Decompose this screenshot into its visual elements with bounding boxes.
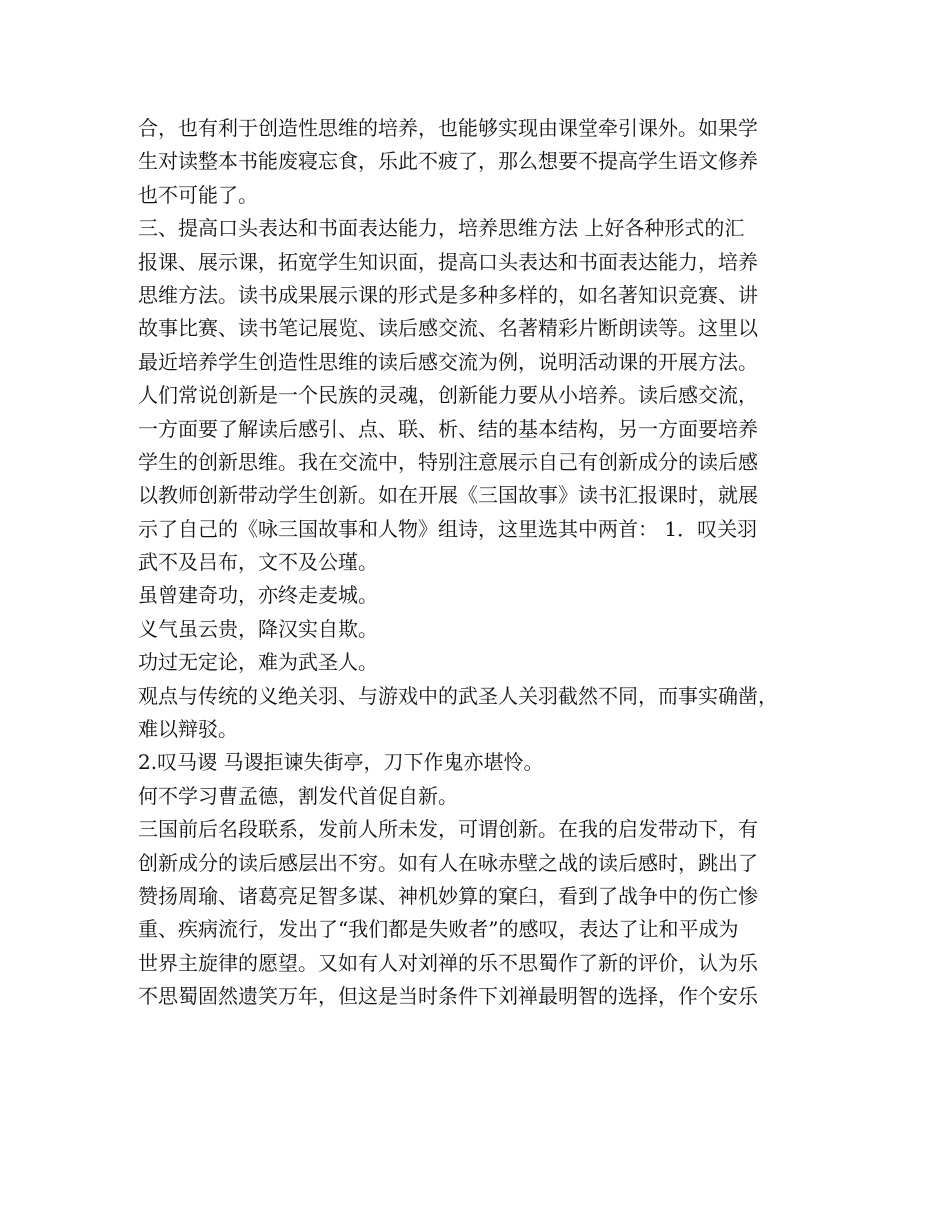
text-line: 不思蜀固然遗笑万年，但这是当时条件下刘禅最明智的选择，作个安乐 [138, 984, 758, 1009]
text-line: 故事比赛、读书笔记展览、读后感交流、名著精彩片断朗读等。这里以 [138, 316, 758, 341]
poem-line: 武不及吕布，文不及公瑾。 [138, 550, 378, 575]
text-line: 以教师创新带动学生创新。如在开展《三国故事》读书汇报课时，就展 [138, 483, 758, 508]
poem-line: 义气虽云贵，降汉实自欺。 [138, 616, 378, 641]
poem-line: 何不学习曹孟德，割发代首促自新。 [138, 783, 458, 808]
text-line: 学生的创新思维。我在交流中，特别注意展示自己有创新成分的读后感 [138, 449, 758, 474]
text-line: 重、疾病流行，发出了“我们都是失败者”的感叹，表达了让和平成为 [138, 917, 739, 942]
text-line: 难以辩驳。 [138, 717, 238, 742]
poem-line: 虽曾建奇功，亦终走麦城。 [138, 583, 378, 608]
poem-line: 功过无定论，难为武圣人。 [138, 650, 378, 675]
text-line: 三国前后名段联系，发前人所未发，可谓创新。在我的启发带动下，有 [138, 817, 758, 842]
text-line: 观点与传统的义绝关羽、与游戏中的武圣人关羽截然不同，而事实确凿， [138, 683, 778, 708]
text-line: 赞扬周瑜、诸葛亮足智多谋、神机妙算的窠臼，看到了战争中的伤亡惨 [138, 883, 758, 908]
text-line: 也不可能了。 [138, 182, 258, 207]
text-line: 人们常说创新是一个民族的灵魂，创新能力要从小培养。读后感交流， [138, 383, 758, 408]
text-line: 生对读整本书能废寝忘食，乐此不疲了，那么想要不提高学生语文修养 [138, 149, 758, 174]
text-line: 最近培养学生创造性思维的读后感交流为例，说明活动课的开展方法。 [138, 349, 758, 374]
text-line: 世界主旋律的愿望。又如有人对刘禅的乐不思蜀作了新的评价，认为乐 [138, 950, 758, 975]
text-line: 创新成分的读后感层出不穷。如有人在咏赤壁之战的读后感时，跳出了 [138, 850, 758, 875]
body-text [138, 112, 828, 1014]
text-line: 示了自己的《咏三国故事和人物》组诗，这里选其中两首： 1．叹关羽 [138, 516, 758, 541]
section-heading-line: 三、提高口头表达和书面表达能力，培养思维方法 上好各种形式的汇 [138, 216, 745, 241]
text-line: 报课、展示课，拓宽学生知识面，提高口头表达和书面表达能力，培养 [138, 249, 758, 274]
poem-line: 2.叹马谡 马谡拒谏失街亭，刀下作鬼亦堪怜。 [138, 750, 544, 775]
text-line: 合，也有利于创造性思维的培养，也能够实现由课堂牵引课外。如果学 [138, 116, 758, 140]
text-line: 一方面要了解读后感引、点、联、析、结的基本结构，另一方面要培养 [138, 416, 758, 441]
text-line: 思维方法。读书成果展示课的形式是多种多样的，如名著知识竞赛、讲 [138, 282, 758, 307]
